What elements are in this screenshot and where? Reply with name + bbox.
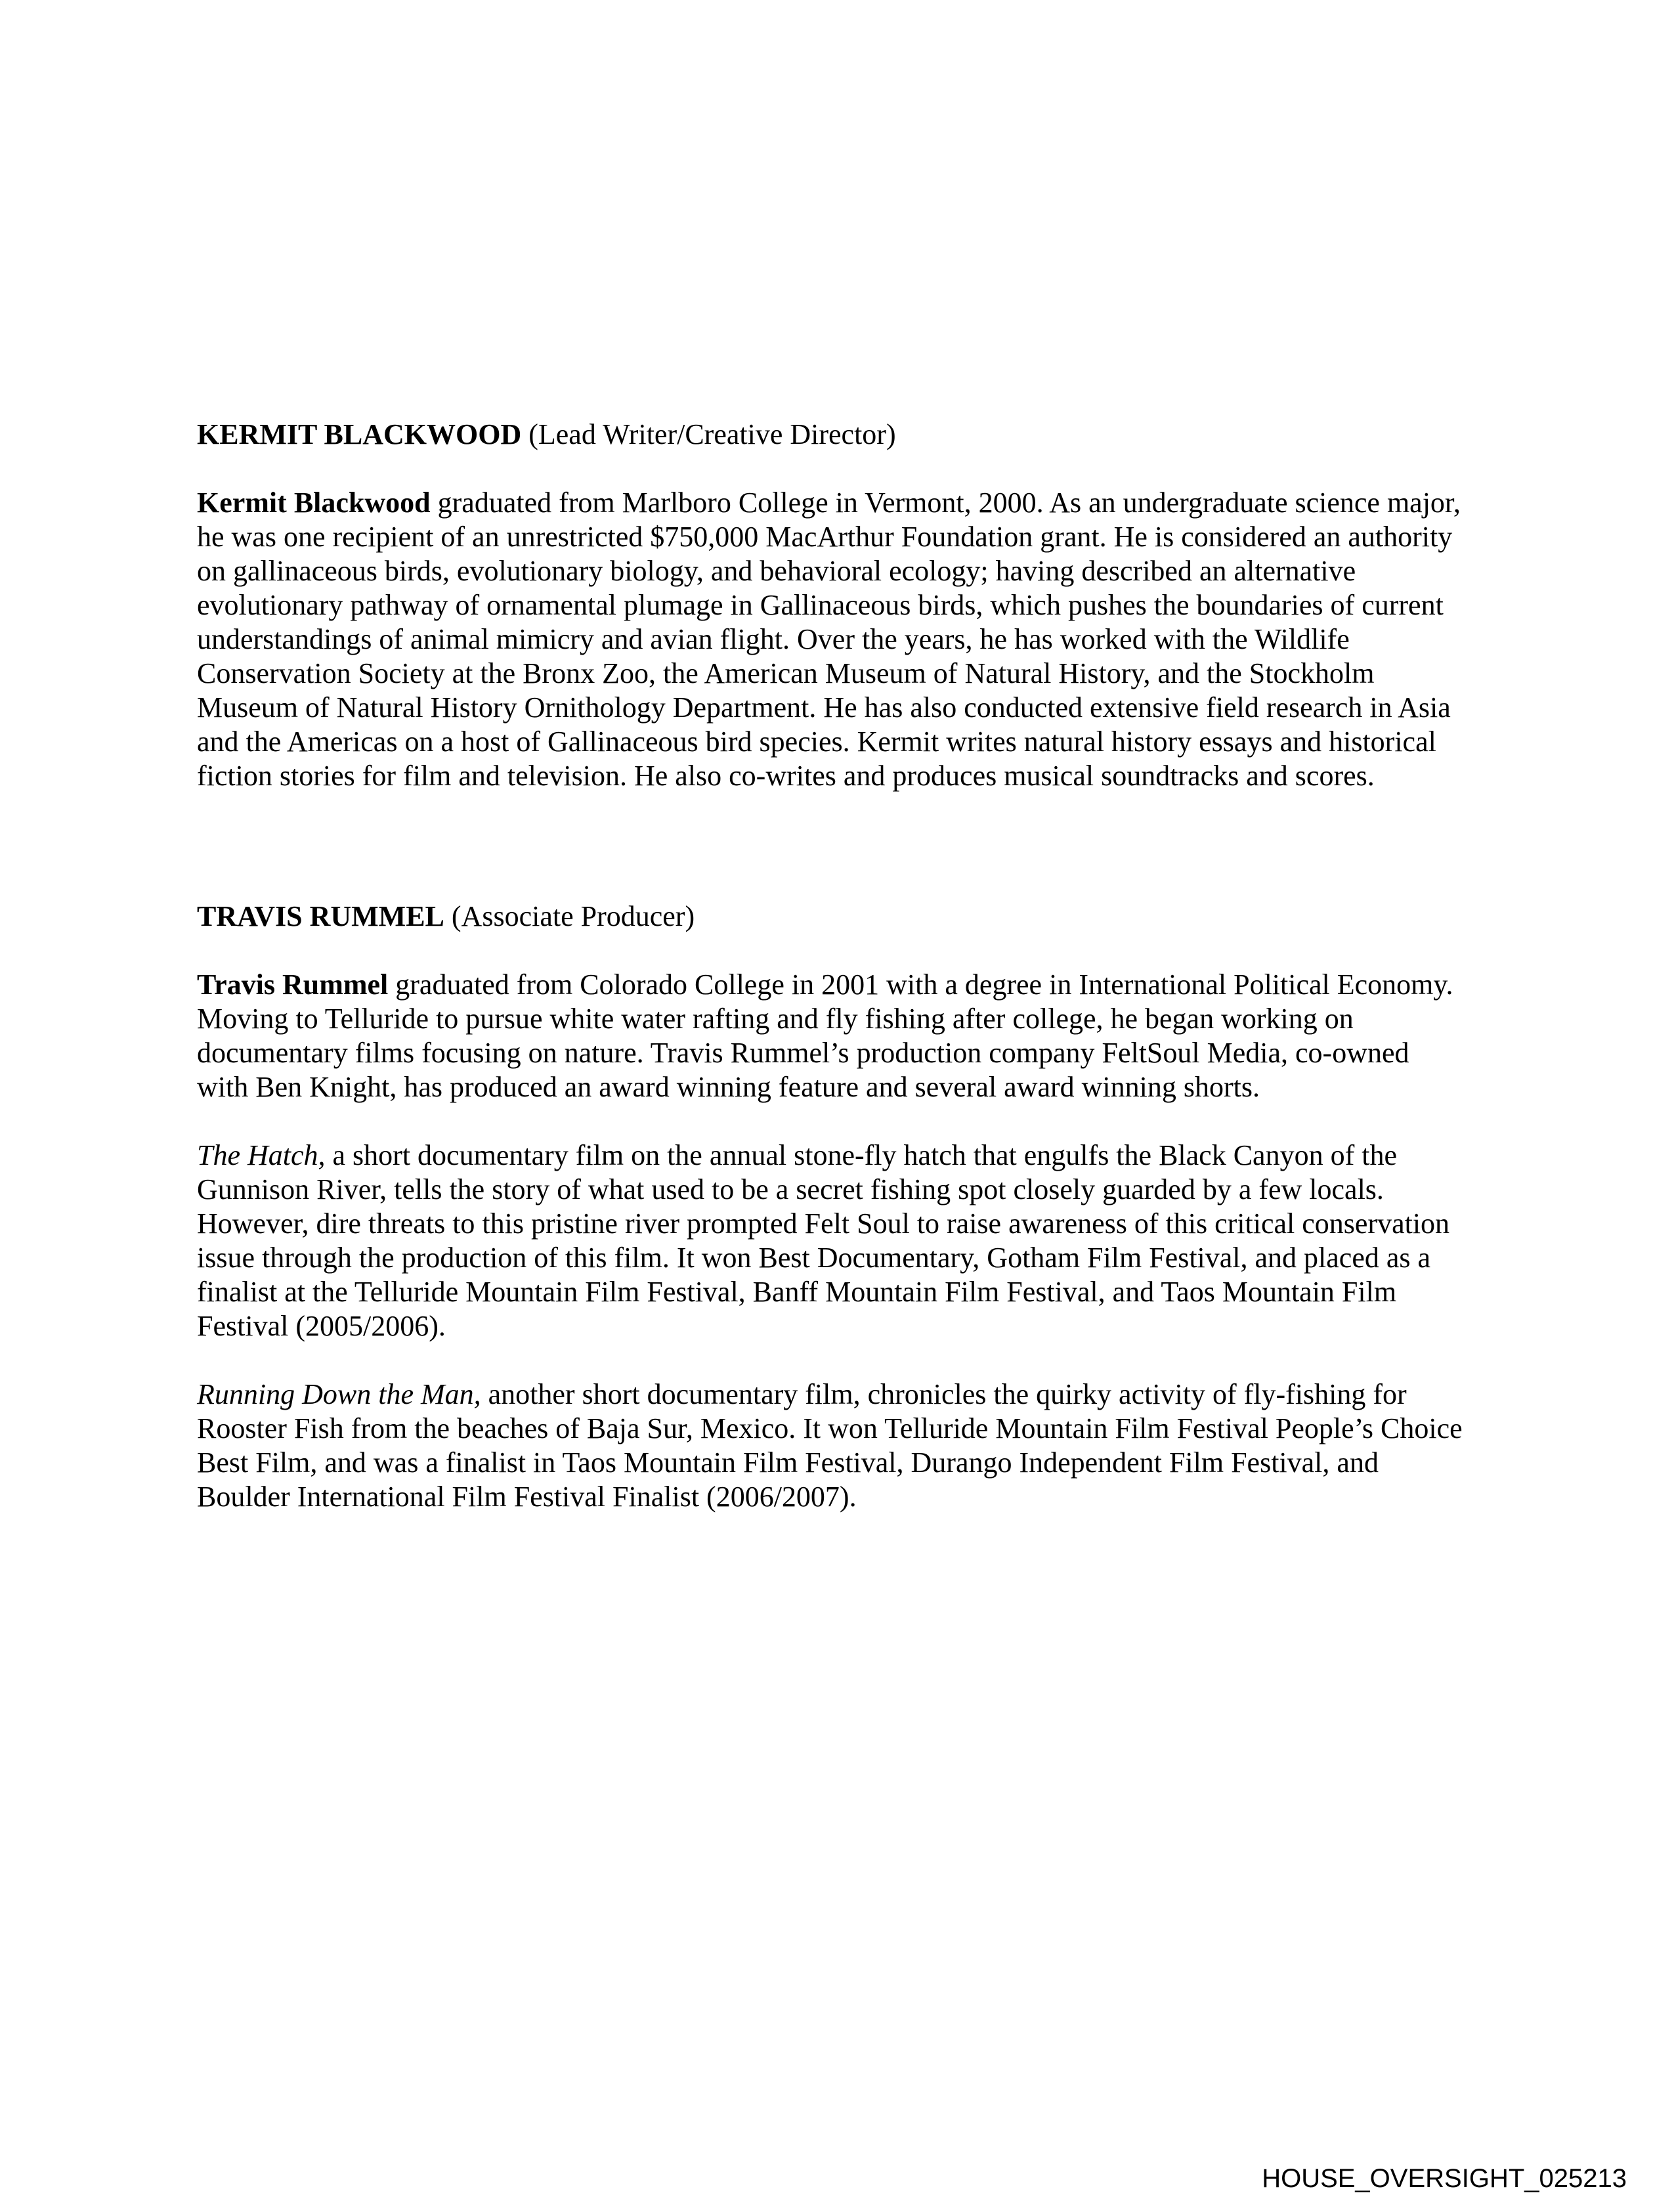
bates-number: HOUSE_OVERSIGHT_025213 <box>1262 2164 1627 2193</box>
section-heading <box>197 900 1464 934</box>
person-name: TRAVIS RUMMEL <box>197 900 444 932</box>
section-travis-rummel <box>197 900 1464 1514</box>
paragraph-lead-bold: Kermit Blackwood <box>197 487 431 519</box>
paragraph-text: another short documentary film, chronicles the quirky activity of fly-fishing for Rooster Fish from the beaches of Baja Sur, Mexico. It won Telluride Mountain Film Festival People’s Choice Best Film, and was a finalist in Taos Mountain Film Festival, Durango Independent Film Festival, and Boulder International Film Festival Finalist (2006/2007). <box>197 1378 1463 1513</box>
film-paragraph-running-down-the-man <box>197 1377 1464 1514</box>
paragraph-text: graduated from Marlboro College in Vermont, 2000. As an undergraduate science major, he was one recipient of an unrestricted $750,000 MacArthur Foundation grant. He is considered an authority on gallinaceous birds, evolutionary biology, and behavioral ecology; having described an alternative evolutionary pathway of ornamental plumage in Gallinaceous birds, which pushes the boundaries of current understandings of animal mimicry and avian flight. Over the years, he has worked with the Wildlife Conservation Society at the Bronx Zoo, the American Museum of Natural History, and the Stockholm Museum of Natural History Ornithology Department. He has also conducted extensive field research in Asia and the Americas on a host of Gallinaceous bird species. Kermit writes natural history essays and historical fiction stories for film and television. He also co-writes and produces musical soundtracks and scores. <box>197 487 1461 792</box>
film-paragraph-the-hatch <box>197 1139 1464 1343</box>
person-role: (Associate Producer) <box>444 900 695 932</box>
paragraph-text: a short documentary film on the annual stone-fly hatch that engulfs the Black Canyon of the Gunnison River, tells the story of what used to be a secret fishing spot closely guarded by a few locals. However, dire threats to this pristine river prompted Felt Soul to raise awareness of this critical conservation issue through the production of this film. It won Best Documentary, Gotham Film Festival, and placed as a finalist at the Telluride Mountain Film Festival, Banff Mountain Film Festival, and Taos Mountain Film Festival (2005/2006). <box>197 1139 1450 1342</box>
paragraph-text: graduated from Colorado College in 2001 with a degree in International Political Economy. Moving to Telluride to pursue white water rafting and fly fishing after college, he began working on documentary films focusing on nature. Travis Rummel’s production company FeltSoul Media, co-owned with Ben Knight, has produced an award winning feature and several award winning shorts. <box>197 968 1453 1103</box>
person-role: (Lead Writer/Creative Director) <box>521 418 896 450</box>
section-heading <box>197 418 1464 452</box>
bio-paragraph <box>197 486 1464 793</box>
film-title: The Hatch, <box>197 1139 326 1171</box>
paragraph-lead-bold: Travis Rummel <box>197 968 389 1001</box>
film-title: Running Down the Man, <box>197 1378 481 1410</box>
section-kermit-blackwood <box>197 418 1464 793</box>
person-name: KERMIT BLACKWOOD <box>197 418 522 450</box>
document-content <box>197 418 1464 1514</box>
bio-paragraph <box>197 968 1464 1104</box>
